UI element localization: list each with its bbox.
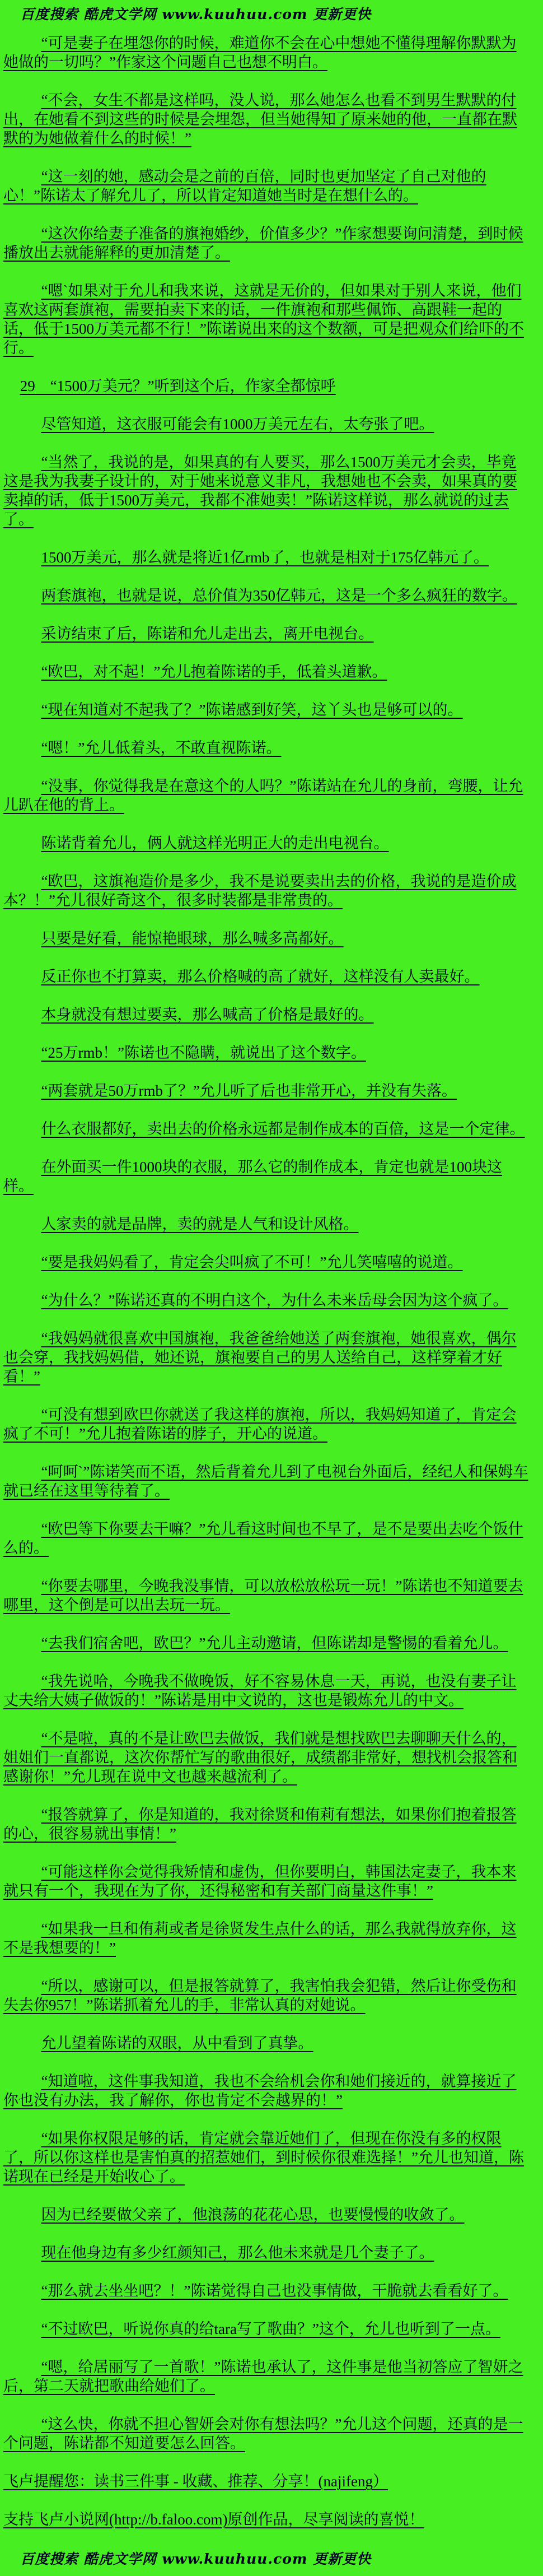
paragraph: “没事，你觉得我是在意这个的人吗？”陈诺站在允儿的身前，弯腰，让允儿趴在他的背上。 [3, 778, 523, 813]
paragraph: 只要是好看，能惊艳眼球，那么喊多高都好。 [41, 930, 344, 947]
site-banner-top: 百度搜索 酷虎文学网 www.kuuhuu.com 更新更快 [20, 6, 372, 22]
paragraph: 反正你也不打算卖，那么价格喊的高了就好，这样没有人卖最好。 [41, 968, 480, 985]
paragraph: 允儿望着陈诺的双眼，从中看到了真挚。 [41, 2035, 313, 2052]
paragraph: 本身就没有想过要卖，那么喊高了价格是最好的。 [41, 1006, 374, 1023]
paragraph: “嗯`如果对于允儿和我来说，这就是无价的，但如果对于别人来说，他们喜欢这两套旗袍，需要拍卖下来的话，一件旗袍和那些佩饰、高跟鞋一起的话，低于1500万美元都不行！”陈诺说出来的这个数额，可是把观众们给吓的不行。 [3, 282, 524, 356]
paragraph: “不是啦，真的不是让欧巴去做饭，我们就是想找欧巴去聊聊天什么的，姐姐们一直都说，这次你帮忙写的歌曲很好，成绩都非常好，想找机会报答和感谢你！”允儿现在说中文也越来越流利了。 [3, 1730, 517, 1785]
paragraph: “可是妻子在埋怨你的时候，难道你不会在心中想她不懂得理解你默默为她做的一切吗？”作家这个问题自己也想不明白。 [3, 35, 517, 71]
paragraph: 两套旗袍，也就是说，总价值为350亿韩元，这是一个多么疯狂的数字。 [41, 587, 517, 604]
paragraph: “知道啦，这件事我知道，我也不会给机会你和她们接近的，就算接近了你也没有办法，我了解你，你也肯定不会越界的！” [3, 2073, 517, 2109]
paragraph: “我妈妈就很喜欢中国旗袍，我爸爸给她送了两套旗袍，她很喜欢，偶尔也会穿，我找妈妈借，她还说，旗袍要自己的男人送给自己，这样穿着才好看！” [3, 1330, 517, 1385]
paragraph: “可能这样你会觉得我矫情和虚伪，但你要明白，韩国法定妻子，我本来就只有一个，我现在为了你，还得秘密和有关部门商量这件事！” [3, 1863, 517, 1899]
paragraph: “不会，女生不都是这样吗，没人说，那么她怎么也看不到男生默默的付出，在她看不到这些的时候是会埋怨，但当她得知了原来她的他，一直都在默默的为她做着什么的时候！” [3, 92, 517, 147]
paragraph: “报答就算了，你是知道的，我对徐贤和侑莉有想法，如果你们抱着报答的心，很容易就出事情！” [3, 1806, 517, 1842]
paragraph: “当然了，我说的是，如果真的有人要买，那么1500万美元才会卖，毕竟这是我为我妻子设计的，对于她来说意义非凡，我想她也不会卖，如果真的要卖掉的话，低于1500万美元，我都不准她卖！”陈诺这样说，那么就说的过去了。 [3, 454, 517, 528]
paragraph: “为什么？”陈诺还真的不明白这个，为什么未来岳母会因为这个疯了。 [41, 1292, 508, 1309]
paragraph: “去我们宿舍吧，欧巴？”允儿主动邀请，但陈诺却是警惕的看着允儿。 [41, 1635, 508, 1652]
notice-line: 支持飞卢小说网(http://b.faloo.com)原创作品，尽享阅读的喜悦！ [3, 2511, 424, 2528]
paragraph: 1500万美元，那么就是将近1亿rmb了，也就是相对于175亿韩元了。 [41, 549, 489, 566]
paragraph: 陈诺背着允儿，俩人就这样光明正大的走出电视台。 [41, 835, 389, 852]
paragraph: “嗯，给居丽写了一首歌！”陈诺也承认了，这件事是他当初答应了智妍之后，第二天就把歌曲给她们了。 [3, 2359, 523, 2394]
paragraph: “这么快，你就不担心智妍会对你有想法吗？”允儿这个问题，还真的是一个问题，陈诺都不知道要怎么回答。 [3, 2416, 523, 2452]
site-banner-bottom: 百度搜索 酷虎文学网 www.kuuhuu.com 更新更快 [20, 2551, 372, 2567]
paragraph: “如果你权限足够的话，肯定就会靠近她们了，但现在你没有多的权限了，所以你这样也是害怕真的招惹她们，到时候你很难选择！”允儿也知道，陈诺现在已经是开始收心了。 [3, 2130, 524, 2185]
paragraph: 尽管知道，这衣服可能会有1000万美元左右，太夸张了吧。 [41, 416, 434, 433]
paragraph: “欧巴等下你要去干嘛？”允儿看这时间也不早了，是不是要出去吃个饭什么的。 [3, 1521, 523, 1556]
paragraph: “欧巴，对不起！”允儿抱着陈诺的手，低着头道歉。 [41, 663, 387, 680]
chapter-heading: 29 “1500万美元？”听到这个后，作家全都惊呼 [20, 378, 336, 394]
paragraph: “那么就去坐坐吧？！”陈诺觉得自己也没事情做，干脆就去看看好了。 [41, 2282, 508, 2299]
paragraph: “呵呵`”陈诺笑而不语，然后背着允儿到了电视台外面后，经纪人和保姆车就已经在这里等待着了。 [3, 1463, 528, 1499]
paragraph: 人家卖的就是品牌，卖的就是人气和设计风格。 [41, 1216, 359, 1233]
paragraph: “可没有想到欧巴你就送了我这样的旗袍，所以，我妈妈知道了，肯定会疯了不可！”允儿抱着陈诺的脖子，开心的说道。 [3, 1406, 517, 1442]
paragraph: “所以，感谢可以，但是报答就算了，我害怕我会犯错，然后让你受伤和失去你957！”陈诺抓着允儿的手，非常认真的对她说。 [3, 1978, 517, 2014]
paragraph: “如果我一旦和侑莉或者是徐贤发生点什么的话，那么我就得放弃你，这不是我想要的！” [3, 1921, 517, 1956]
content [3, 34, 530, 2529]
paragraph: “这次你给妻子准备的旗袍婚纱，价值多少？”作家想要询问清楚，到时候播放出去就能解释的更加清楚了。 [3, 225, 523, 261]
paragraph: 采访结束了后，陈诺和允儿走出去，离开电视台。 [41, 625, 374, 642]
paragraph: “不过欧巴，听说你真的给tara写了歌曲？”这个，允儿也听到了一点。 [41, 2321, 500, 2337]
paragraph: 因为已经要做父亲了，他浪荡的花花心思，也要慢慢的收敛了。 [41, 2206, 465, 2223]
paragraph: “现在知道对不起我了？”陈诺感到好笑，这丫头也是够可以的。 [41, 701, 463, 718]
paragraph: “欧巴，这旗袍造价是多少，我不是说要卖出去的价格，我说的是造价成本？！”允儿很好奇这个，很多时装都是非常贵的。 [3, 873, 517, 909]
paragraph: “两套就是50万rmb了？”允儿听了后也非常开心，并没有失落。 [41, 1082, 457, 1099]
paragraph: “你要去哪里，今晚我没事情，可以放松放松玩一玩！”陈诺也不知道要去哪里，这个倒是可以出去玩一玩。 [3, 1578, 523, 1614]
paragraph: “嗯！”允儿低着头，不敢直视陈诺。 [41, 740, 282, 756]
paragraph: “25万rmb！”陈诺也不隐瞒，就说出了这个数字。 [41, 1044, 366, 1061]
notice-line: 飞卢提醒您：读书三件事 - 收藏、推荐、分享！(najifeng） [3, 2473, 388, 2490]
paragraph: “这一刻的她，感动会是之前的百倍，同时也更加坚定了自己对他的心！”陈诺太了解允儿了，所以肯定知道她当时是在想什么的。 [3, 168, 486, 204]
paragraph: 在外面买一件1000块的衣服，那么它的制作成本，肯定也就是100块这样。 [3, 1159, 502, 1194]
paragraph: “要是我妈妈看了，肯定会尖叫疯了不可！”允儿笑嘻嘻的说道。 [41, 1254, 463, 1271]
paragraph: “我先说哈，今晚我不做晚饭，好不容易休息一天，再说，也没有妻子让丈夫给大姨子做饭的！”陈诺是用中文说的，这也是锻炼允儿的中文。 [3, 1673, 517, 1709]
paragraph: 什么衣服都好，卖出去的价格永远都是制作成本的百倍，这是一个定律。 [41, 1120, 525, 1137]
paragraph: 现在他身边有多少红颜知己，那么他未来就是几个妻子了。 [41, 2244, 434, 2261]
